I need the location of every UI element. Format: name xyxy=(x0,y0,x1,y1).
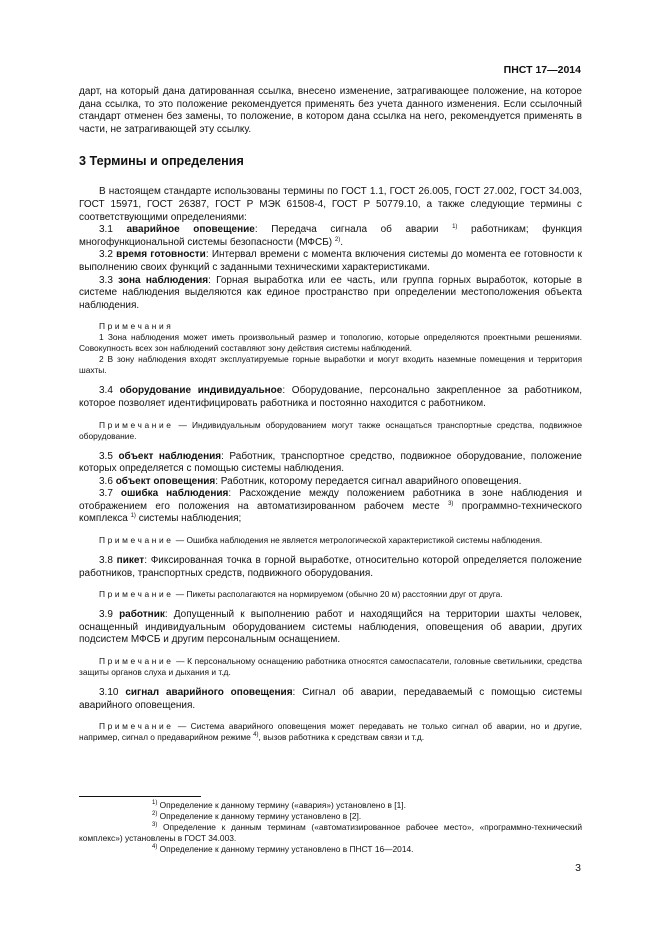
term-number: 3.2 xyxy=(99,249,113,261)
term-name: ошибка наблюдения xyxy=(120,488,229,500)
term-3-5 xyxy=(79,451,582,476)
footnotes xyxy=(79,800,582,855)
note-1: 1 Зона наблюдения может иметь произвольный размер и топологию, которые определяются проектными решениями. Совокупность всех зон наблюдений составляют зону действия системы наблюдений. xyxy=(79,332,582,354)
footnote-ref: 1) xyxy=(130,513,136,520)
term-3-9 xyxy=(79,609,582,647)
footnote-mark: 4) xyxy=(152,844,158,850)
term-definition: работникам; функция многофункциональной системы безопасности (МФСБ) xyxy=(79,224,582,248)
term-definition: : Горная выработка или ее часть, или группа горных выработок, которые в системе наблюдения выделяются как единое пространство при определении местоположения объекта наблюдения. xyxy=(79,274,583,311)
term-name: зона наблюдения xyxy=(118,274,209,286)
term-name: работник xyxy=(119,609,165,621)
term-definition: : Работник, транспортное средство, подвижное оборудование, положение которых определяется с помощью системы наблюдения. xyxy=(79,450,582,475)
note-label: Примечание xyxy=(99,656,174,667)
footnote-2 xyxy=(79,811,582,822)
term-number: 3.4 xyxy=(99,385,113,397)
term-number: 3.5 xyxy=(99,450,113,462)
footnote-text: Определение к данному термину установлено в ПНСТ 16—2014. xyxy=(157,844,414,854)
footnote-mark: 1) xyxy=(152,800,158,806)
footnote-ref: 3) xyxy=(448,500,454,507)
footnote-4 xyxy=(79,844,582,855)
section-title: 3 Термины и определения xyxy=(79,154,244,169)
term-number: 3.10 xyxy=(99,687,119,699)
term-3-7 xyxy=(79,488,582,526)
term-3-10 xyxy=(79,687,582,712)
term-name: сигнал аварийного оповещения xyxy=(125,687,293,699)
note-label: Примечание xyxy=(99,419,174,430)
term-definition: : Оборудование, персонально закрепленное за работником, которое позволяет идентифицировать работника и постоянно находится с работником. xyxy=(79,385,582,409)
note-label: Примечание xyxy=(99,721,174,732)
note-text: — Пикеты располагаются на нормируемом (обычно 20 м) расстоянии друг от друга. xyxy=(173,589,503,600)
term-definition: : Допущенный к выполнению работ и находящийся на территории шахты человек, оснащенный индивидуальным оборудованием системы наблюдения, оповещения об аварии, других подсистем МФСБ и другим персональным оснащением. xyxy=(79,609,582,646)
term-definition: : Интервал времени с момента включения системы до момента ее готовности к выполнению своих функций с заданными техническими характеристиками. xyxy=(79,249,582,273)
page-number: 3 xyxy=(575,862,581,874)
term-number: 3.3 xyxy=(99,274,113,286)
term-definition: системы наблюдения; xyxy=(135,513,242,525)
term-number: 3.1 xyxy=(99,224,113,236)
term-definition: : Фиксированная точка в горной выработке, относительно которой определяется положение работников, транспортных средств, подвижного оборудования. xyxy=(79,555,582,579)
term-name: пикет xyxy=(116,555,145,567)
term-definition: программно-технического комплекса xyxy=(79,500,582,525)
note-label: Примечание xyxy=(99,535,174,546)
footnote-text: Определение к данному термину установлено в [2]. xyxy=(157,811,362,821)
section-intro: В настоящем стандарте использованы термины по ГОСТ 1.1, ГОСТ 26.005, ГОСТ 27.002, ГОСТ 34.003, ГОСТ 15971, ГОСТ 26387, ГОСТ Р МЭК 61508-4, ГОСТ Р 50779.10, а также следующие термины с соответствующими определениями: xyxy=(79,186,582,223)
footnote-1 xyxy=(79,800,582,811)
note-text: — К персональному оснащению работника относятся самоспасатели, головные светильники, средства защиты органов слуха и дыхания и т.д. xyxy=(79,656,582,678)
footnote-separator xyxy=(79,796,201,797)
note-text: — Индивидуальным оборудованием могут также оснащаться транспортные средства, подвижное оборудование. xyxy=(79,419,582,441)
footnote-text: Определение к данному термину («авария») установлено в [1]. xyxy=(157,800,406,810)
footnote-ref: 2) xyxy=(334,236,341,243)
note-label: Примечание xyxy=(99,589,174,600)
term-3-2 xyxy=(79,249,582,274)
term-definition: : Передача сигнала об аварии xyxy=(254,224,439,236)
term-definition: : Работник, которому передается сигнал аварийного оповещения. xyxy=(215,475,522,487)
note-text: — Система аварийного оповещения может передавать не только сигнал об аварии, но и другие, например, сигнал о предаварийном режиме xyxy=(79,721,582,743)
term-3-8 xyxy=(79,555,582,580)
term-number: 3.9 xyxy=(99,609,113,621)
note-text: , вызов работника к средствам связи и т.д. xyxy=(258,732,425,743)
term-name: время готовности xyxy=(116,249,206,261)
note-text: — Ошибка наблюдения не является метрологической характеристикой системы наблюдения. xyxy=(173,535,543,546)
note-3-9 xyxy=(79,656,582,678)
footnote-mark: 2) xyxy=(152,811,158,817)
term-3-3 xyxy=(79,275,582,313)
term-definition: : Сигнал об аварии, передаваемый с помощью системы аварийного оповещения. xyxy=(79,687,583,711)
term-number: 3.8 xyxy=(99,555,113,567)
term-number: 3.6 xyxy=(99,475,113,487)
notes-label: Примечания xyxy=(99,321,174,332)
term-3-1 xyxy=(79,224,582,249)
standard-code: ПНСТ 17—2014 xyxy=(503,64,581,76)
term-definition: . xyxy=(340,236,344,248)
footnote-ref: 4) xyxy=(253,732,259,739)
term-name: аварийное оповещение xyxy=(126,224,255,236)
footnote-3 xyxy=(79,822,582,844)
note-3-10 xyxy=(79,721,582,743)
term-name: объект оповещения xyxy=(115,475,216,487)
term-definition: : Расхождение между положением работника в зоне наблюдения и отображением его положения на автоматизированном рабочем месте xyxy=(79,488,582,512)
note-2: 2 В зону наблюдения входят эксплуатируемые горные выработки и могут входить наземные помещения и территория шахты. xyxy=(79,354,582,376)
term-3-4 xyxy=(79,385,582,410)
term-3-6 xyxy=(79,476,582,489)
note-3-4 xyxy=(79,420,582,442)
page-content xyxy=(79,86,582,743)
footnote-mark: 3) xyxy=(152,822,158,828)
note-3-8 xyxy=(79,589,582,600)
footnote-text: Определение к данным терминам («автоматизированное рабочее место», «программно-технический комплекс») установлены в ГОСТ 34.003. xyxy=(79,822,582,843)
term-number: 3.7 xyxy=(99,488,113,500)
term-name: объект наблюдения xyxy=(118,450,222,462)
footnote-ref: 1) xyxy=(452,224,458,231)
intro-paragraph: дарт, на который дана датированная ссылка, внесено изменение, затрагивающее положение, на которое дана ссылка, то это положение рекомендуется применять без учета данного изменения. Если ссылочный стандарт отменен без замены, то положение, в котором дана ссылка на него, рекомендуется применять в части, не затрагивающей эту ссылку. xyxy=(79,86,582,135)
term-name: оборудование индивидуальное xyxy=(119,385,283,397)
note-3-7 xyxy=(79,535,582,546)
